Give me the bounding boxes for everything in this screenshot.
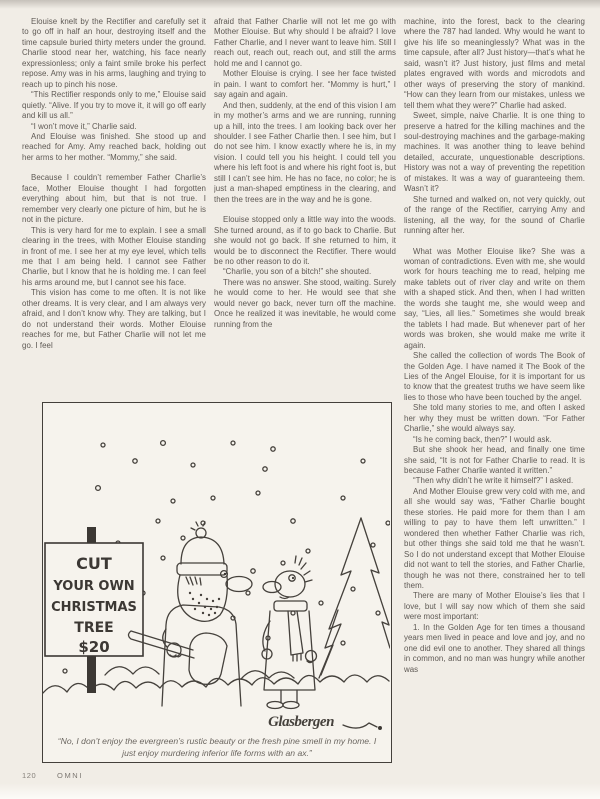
paragraph: And Elouise was finished. She stood up and reached for Amy. Amy reached back, holding out her arms to her mother. “Mommy,” she said. (22, 131, 206, 162)
pine-trees (319, 518, 390, 678)
paragraph: “Charlie, you son of a bitch!” she shouted. (223, 267, 372, 277)
scarf-man-figure (262, 556, 317, 709)
cartoonist-signature (268, 714, 382, 730)
paragraph: “I won’t move it,” Charlie said. (31, 121, 137, 131)
paragraph: “Is he coming back, then?” I would ask. (413, 434, 552, 444)
paragraph: And Mother Elouise grew very cold with me, and all she would say was, “Father Charlie bought these stories. He paid more for them than I am willing to pay to have them left unwritten.” I wondered then whether Father Charlie was rich, but other things she said told me that he wasn’t. So I do not understand except that Mother Elouise did not want to tell the stories, and Father Charlie, though he was not there, constrained her to tell them. (404, 486, 585, 591)
text-column-1 (22, 17, 206, 401)
cartoon-caption: “No, I don’t enjoy the evergreen’s rustic beauty or the fresh pine smell in my home. I just enjoy murdering inferior life forms with an ax.” (57, 736, 377, 758)
sign-line: CUT (76, 554, 112, 573)
paragraph: What was Mother Elouise like? She was a woman of contradictions. Even with me, she would work for hours teaching me to read, helping me make tablets out of river clay and write on them with a shaped stick. And then, when I had written the words she taught me, she would weep and say, “Lies, all lies.” Sometimes she would break the tablets I had made. But whenever part of her words was broken, she would make me write it again. (404, 246, 585, 350)
paragraph: But she shook her head, and finally one time she said, “It is not for Father Charlie to read. It is because Father Charlie wanted it written.” (404, 445, 585, 476)
christmas-tree-sign (45, 527, 143, 693)
paragraph: Because I couldn’t remember Father Charlie’s face, Mother Elouise thought I had forgotten everything about him, but that is not true. I remember very clearly one picture of him, but he is not in the picture. (22, 173, 206, 225)
cartoon-illustration (43, 403, 390, 761)
paragraph: machine, into the forest, back to the clearing where the 787 had landed. Why would he want to give his life so meaninglessly? What was in the time capsule, after all? Just history—that’s what he said, wasn’t it? Just history, just films and metal plates engraved with words and microdots and other ways of preserving the story of mankind. “How can they learn from our mistakes, unless we tell them what they were?” Charlie had asked. (404, 17, 585, 110)
paragraph: And then, suddenly, at the end of this vision I am in my mother’s arms and we are running, running up a hill, into the trees. I am looking back over her shoulder. I see Father Charlie then. I see him, but I do not see him. I know exactly where he is, in my vision. I could tell you his height. I could tell you where his left foot is and where his right foot is, but still I can’t see him. He has no face, no color; he is just a man-shaped emptiness in the clearing, and then the trees are in the way and he is gone. (214, 100, 396, 204)
paragraph: She turned and walked on, not very quickly, out of the range of the Rectifier, carrying Amy and listening, all the way, for the sound of Charlie running after her. (404, 194, 585, 236)
text-column-2 (214, 17, 396, 401)
paragraph: “This Rectifier responds only to me,” Elouise said quietly. “Alive. If you try to move it, it will go off early and kill us all.” (22, 90, 206, 121)
sign-line: CHRISTMAS (51, 600, 137, 615)
paragraph: She told many stories to me, and often I asked her why they must be written down. “For Father Charlie,” she would always say. (404, 403, 585, 434)
paragraph: afraid that Father Charlie will not let me go with Mother Elouise. But why should I be afraid? I love Father Charlie, and I never want to leave him. Still I reach out, reach out, reach out, and still the arms hold me and I cannot go. (214, 17, 396, 68)
paragraph: “Then why didn’t he write it himself?” I asked. (413, 476, 574, 486)
sign-line: YOUR OWN (53, 579, 135, 594)
lumberjack-figure (129, 522, 253, 706)
paragraph: This vision has come to me often. It is not like other dreams. It is very clear, and I am always very afraid, and I don’t know why. They are talking, but I do not understand their words. Mother Elouise reaches for me, but Father Charlie will not let me go. I feel (22, 288, 206, 350)
paragraph: There are many of Mother Elouise’s lies that I love, but I will say now which of them she said were most important: (404, 591, 585, 622)
paragraph: She called the collection of words The Book of the Golden Age. I have named it The Book of the Lies of the Angel Elouise, for it is important for us to know that the greatest truths we have seem like lies to those who have been touched by the angel. (404, 351, 585, 402)
sign-line: $20 (78, 638, 110, 656)
paragraph: There was no answer. She stood, waiting. Surely he would come to her. He would see that she would never go back, never turn off the machine. Once he realized it was inevitable, he would come running from the (214, 277, 396, 329)
sign-line: TREE (74, 620, 114, 636)
svg-text:Glasbergen: Glasbergen (268, 714, 334, 730)
page-number: 120 (22, 771, 37, 780)
paragraph: Elouise stopped only a little way into the woods. She turned around, as if to go back to Charlie. But she would not go back. If she returned to him, it would be to disconnect the Rectifier. There would be no other reason to do it. (214, 215, 396, 266)
page-footer (22, 771, 83, 780)
paragraph: Elouise knelt by the Rectifier and carefully set it to go off in half an hour, destroying itself and the time capsule buried thirty meters under the ground. Charlie stood near her, watching, his face nearly expressionless; only a faint smile broke his perfect repose. Amy was in his arms, laughing and trying to reach up to pinch his nose. (22, 17, 206, 89)
paragraph: 1. In the Golden Age for ten times a thousand years men lived in peace and love and joy, and no one did evil one to another. They shared all things in common, and no man was hungry while another was (404, 622, 585, 674)
cartoon-panel (42, 402, 392, 763)
paragraph: Sweet, simple, naive Charlie. It is one thing to preserve a hatred for the killing machines and the soul-destroying machines and the garbage-making machines. It was another thing to leave behind detailed, accurate, unquestionable descriptions. History was not a way of preventing the repetition of mistakes. It was a way of guaranteeing them. Wasn’t it? (404, 111, 585, 194)
magazine-name: OMNI (57, 771, 83, 780)
text-column-3 (404, 17, 585, 763)
paragraph: Mother Elouise is crying. I see her face twisted in pain. I want to comfort her. “Mommy is hurt,” I say again and again. (214, 69, 396, 100)
paragraph: This is very hard for me to explain. I see a small clearing in the trees, with Mother Elouise standing in front of me. I see her at my eye level, which tells me that I am being held. I cannot see Father Charlie, but I know that he is holding me. I can feel his arms around me, but I cannot see his face. (22, 225, 206, 287)
